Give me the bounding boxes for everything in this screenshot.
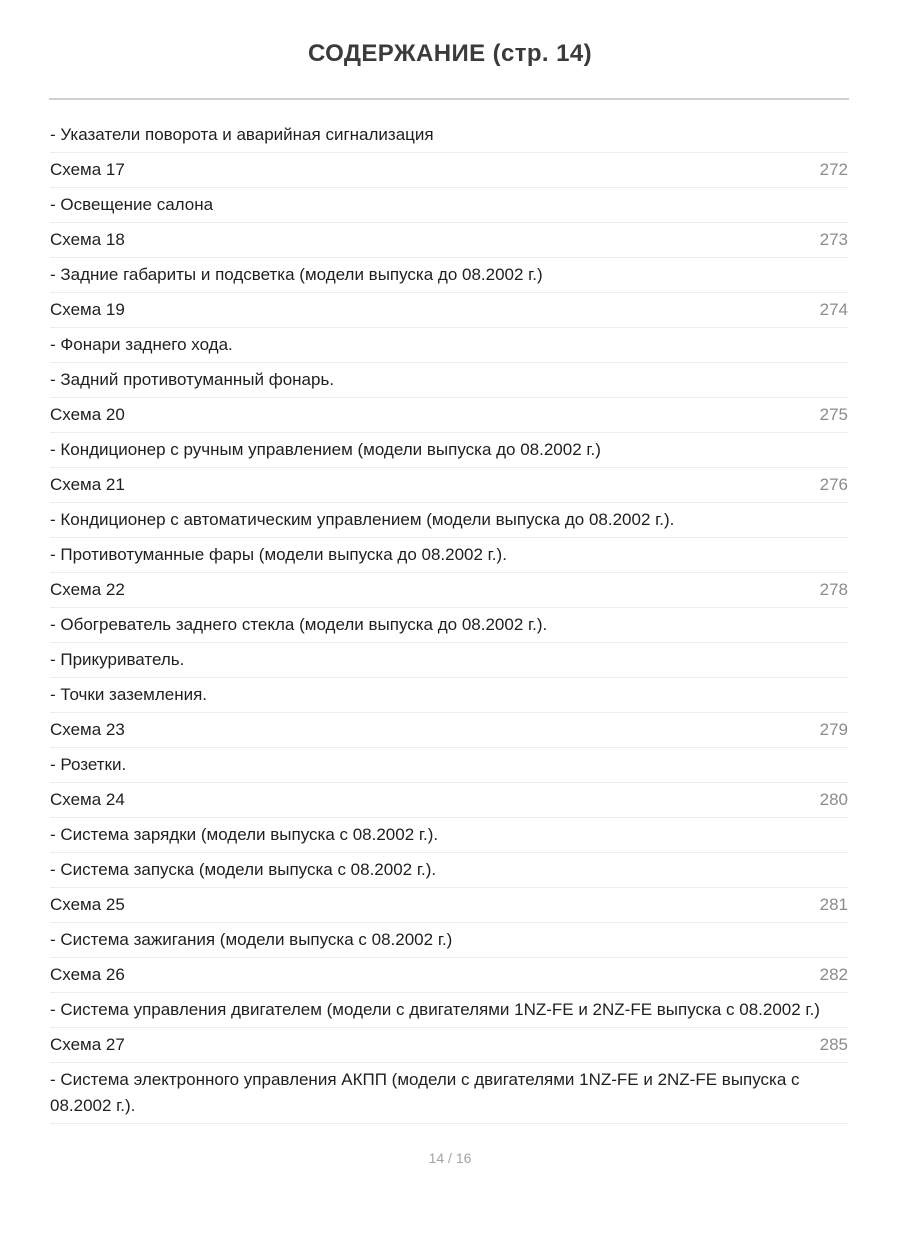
toc-list [50,118,848,1124]
toc-entry-label: - Система зажигания (модели выпуска с 08.2002 г.) [50,930,453,949]
toc-entry-label: Схема 23 [50,720,125,739]
page-title: СОДЕРЖАНИЕ (стр. 14) [308,40,592,67]
toc-entry[interactable] [50,678,848,713]
toc-entry[interactable] [50,713,848,748]
toc-entry-page: 280 [819,790,848,809]
toc-entry[interactable] [50,818,848,853]
toc-entry-page: 282 [819,965,848,984]
toc-entry-label: - Кондиционер с автоматическим управлением (модели выпуска до 08.2002 г.). [50,510,675,529]
toc-entry-page: 281 [819,895,848,914]
title-divider [49,98,849,100]
toc-entry[interactable] [50,748,848,783]
toc-entry-label: Схема 27 [50,1035,125,1054]
toc-entry[interactable] [50,188,848,223]
page-indicator: 14 / 16 [428,1150,472,1166]
toc-entry-page: 275 [819,405,848,424]
toc-entry-label: Схема 18 [50,230,125,249]
toc-entry-label: - Система управления двигателем (модели с двигателями 1NZ-FE и 2NZ-FE выпуска с 08.2002 г.) [50,1000,820,1019]
toc-entry[interactable] [50,153,848,188]
toc-entry[interactable] [50,1063,848,1124]
toc-entry-label: - Освещение салона [50,195,214,214]
toc-entry[interactable] [50,958,848,993]
toc-entry[interactable] [50,643,848,678]
toc-entry-label: Схема 24 [50,790,125,809]
toc-entry[interactable] [50,433,848,468]
toc-entry[interactable] [50,538,848,573]
toc-entry[interactable] [50,293,848,328]
toc-entry-label: - Система запуска (модели выпуска с 08.2002 г.). [50,860,437,879]
toc-entry[interactable] [50,1028,848,1063]
toc-entry-label: Схема 22 [50,580,125,599]
toc-entry-label: - Обогреватель заднего стекла (модели выпуска до 08.2002 г.). [50,615,548,634]
toc-entry-label: - Фонари заднего хода. [50,335,233,354]
toc-entry[interactable] [50,608,848,643]
toc-entry[interactable] [50,853,848,888]
toc-entry-label: Схема 17 [50,160,125,179]
toc-entry[interactable] [50,258,848,293]
toc-entry-label: - Система электронного управления АКПП (модели с двигателями 1NZ-FE и 2NZ-FE выпуска с 08.2002 г.). [50,1070,800,1115]
toc-entry-label: - Указатели поворота и аварийная сигнализация [50,125,434,144]
toc-entry[interactable] [50,398,848,433]
toc-entry-label: - Точки заземления. [50,685,208,704]
toc-entry[interactable] [50,783,848,818]
toc-entry-page: 273 [819,230,848,249]
toc-entry[interactable] [50,923,848,958]
toc-entry[interactable] [50,888,848,923]
toc-page [0,40,900,1240]
toc-entry[interactable] [50,503,848,538]
toc-entry-page: 285 [819,1035,848,1054]
toc-entry[interactable] [50,993,848,1028]
toc-entry-label: - Система зарядки (модели выпуска с 08.2002 г.). [50,825,439,844]
toc-entry-page: 274 [819,300,848,319]
toc-entry-page: 278 [819,580,848,599]
toc-entry[interactable] [50,363,848,398]
toc-entry-label: - Задний противотуманный фонарь. [50,370,335,389]
toc-entry-label: Схема 25 [50,895,125,914]
toc-entry[interactable] [50,468,848,503]
toc-entry-page: 272 [819,160,848,179]
toc-entry[interactable] [50,328,848,363]
toc-entry-label: - Кондиционер с ручным управлением (модели выпуска до 08.2002 г.) [50,440,601,459]
toc-entry-label: Схема 19 [50,300,125,319]
toc-entry-label: Схема 26 [50,965,125,984]
toc-entry-label: - Розетки. [50,755,127,774]
toc-entry-label: Схема 21 [50,475,125,494]
toc-entry-page: 276 [819,475,848,494]
toc-entry[interactable] [50,573,848,608]
toc-entry-label: - Задние габариты и подсветка (модели выпуска до 08.2002 г.) [50,265,543,284]
toc-entry-page: 279 [819,720,848,739]
toc-entry[interactable] [50,118,848,153]
toc-entry-label: - Противотуманные фары (модели выпуска до 08.2002 г.). [50,545,507,564]
toc-entry[interactable] [50,223,848,258]
toc-entry-label: Схема 20 [50,405,125,424]
toc-entry-label: - Прикуриватель. [50,650,185,669]
